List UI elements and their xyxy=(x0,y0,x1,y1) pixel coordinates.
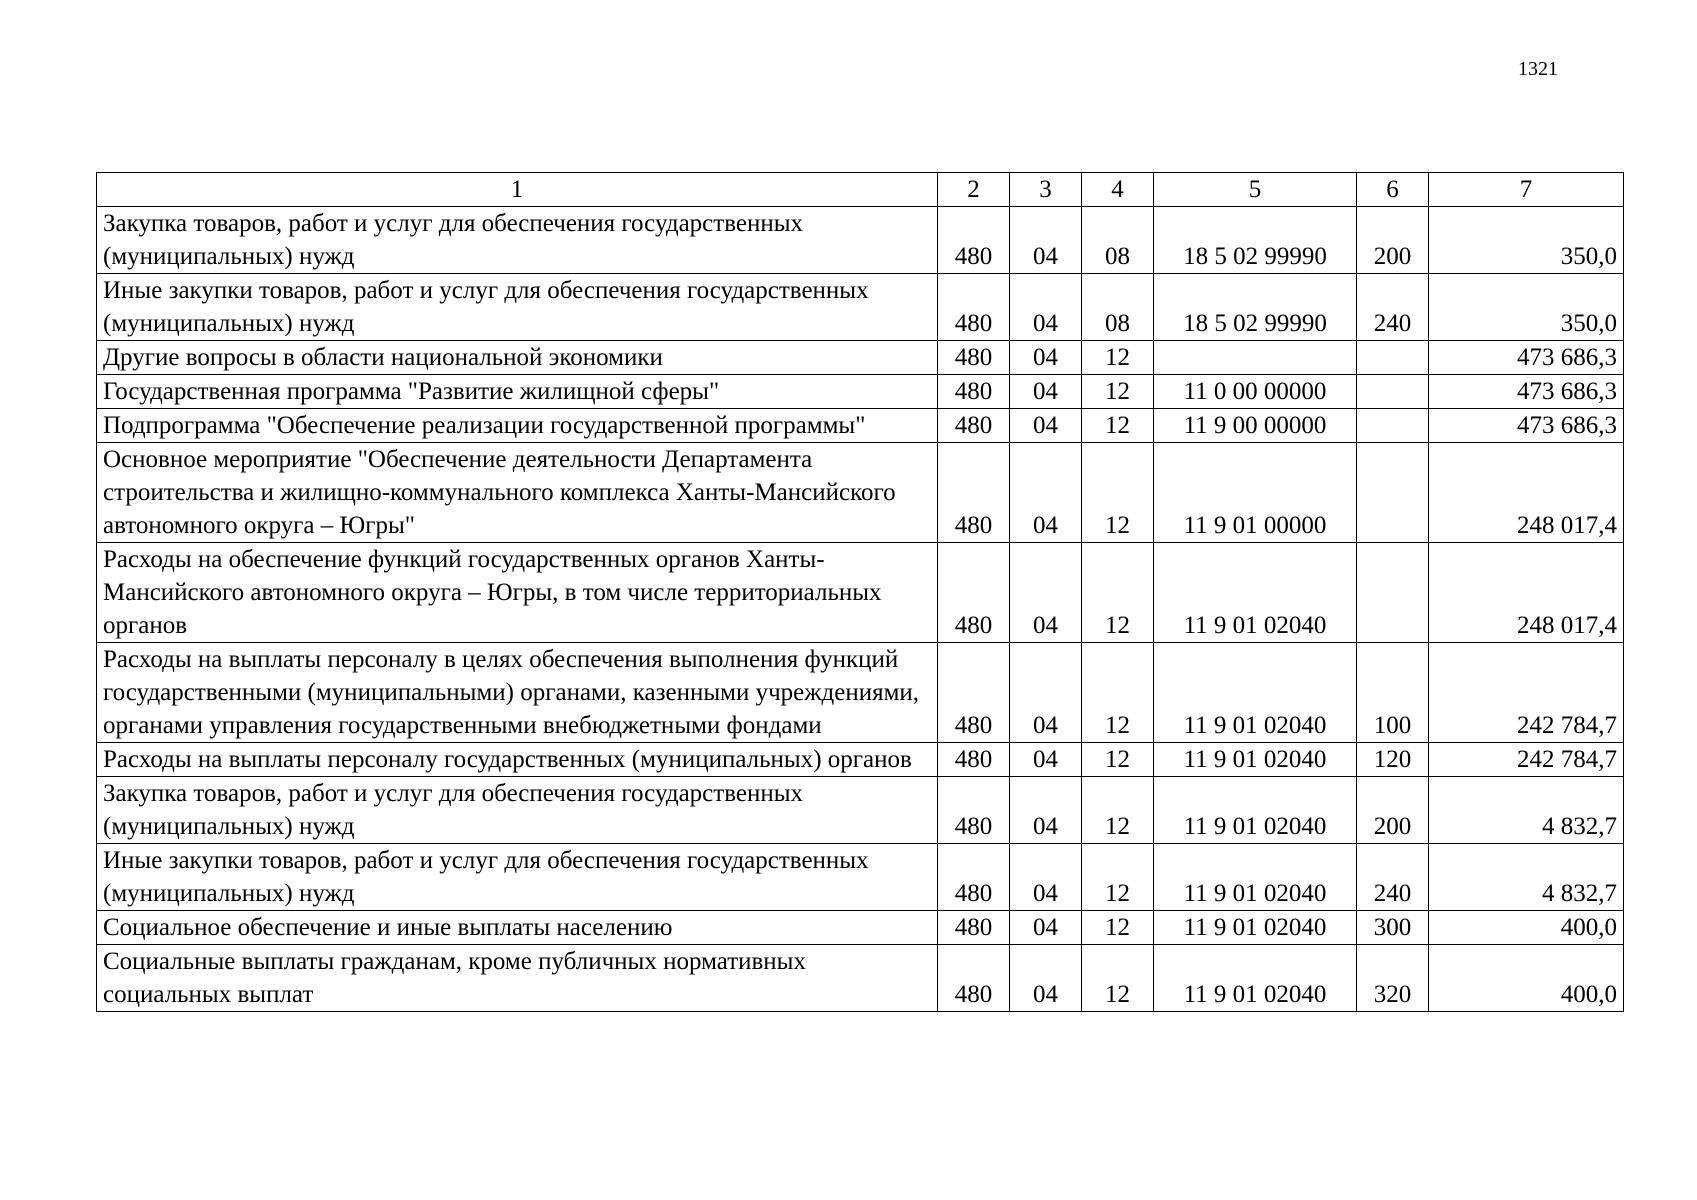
row-admin-code-cell: 480 xyxy=(938,274,1010,341)
column-header: 2 xyxy=(938,173,1010,207)
row-target-article-cell xyxy=(1154,341,1357,375)
row-name-cell: Расходы на обеспечение функций государственных органов Ханты-Мансийского автономного округа – Югры, в том числе территориальных органов xyxy=(97,543,938,643)
row-admin-code-cell: 480 xyxy=(938,643,1010,743)
budget-table xyxy=(96,172,1624,1012)
row-section-cell: 04 xyxy=(1010,777,1082,844)
row-target-article-cell: 11 9 01 02040 xyxy=(1154,844,1357,911)
row-section-cell: 04 xyxy=(1010,207,1082,274)
row-amount-cell: 350,0 xyxy=(1429,207,1624,274)
row-section-cell: 04 xyxy=(1010,443,1082,543)
table-row xyxy=(97,643,1624,743)
row-admin-code-cell: 480 xyxy=(938,543,1010,643)
row-amount-cell: 473 686,3 xyxy=(1429,409,1624,443)
row-expense-type-cell xyxy=(1357,409,1429,443)
row-subsection-cell: 12 xyxy=(1082,844,1154,911)
row-section-cell: 04 xyxy=(1010,375,1082,409)
row-expense-type-cell: 100 xyxy=(1357,643,1429,743)
row-expense-type-cell xyxy=(1357,375,1429,409)
table-row xyxy=(97,375,1624,409)
column-header: 6 xyxy=(1357,173,1429,207)
row-admin-code-cell: 480 xyxy=(938,743,1010,777)
page-number: 1321 xyxy=(1518,58,1558,80)
row-section-cell: 04 xyxy=(1010,543,1082,643)
row-expense-type-cell xyxy=(1357,543,1429,643)
row-expense-type-cell: 200 xyxy=(1357,207,1429,274)
row-name-cell: Государственная программа "Развитие жилищной сферы" xyxy=(97,375,938,409)
column-header: 3 xyxy=(1010,173,1082,207)
row-name-cell: Иные закупки товаров, работ и услуг для обеспечения государственных (муниципальных) нужд xyxy=(97,844,938,911)
row-target-article-cell: 18 5 02 99990 xyxy=(1154,207,1357,274)
row-section-cell: 04 xyxy=(1010,911,1082,945)
row-subsection-cell: 12 xyxy=(1082,911,1154,945)
row-target-article-cell: 11 9 01 02040 xyxy=(1154,777,1357,844)
row-admin-code-cell: 480 xyxy=(938,341,1010,375)
column-header: 7 xyxy=(1429,173,1624,207)
row-amount-cell: 4 832,7 xyxy=(1429,844,1624,911)
row-expense-type-cell: 200 xyxy=(1357,777,1429,844)
row-expense-type-cell: 240 xyxy=(1357,844,1429,911)
row-section-cell: 04 xyxy=(1010,643,1082,743)
row-subsection-cell: 12 xyxy=(1082,643,1154,743)
row-admin-code-cell: 480 xyxy=(938,375,1010,409)
row-name-cell: Основное мероприятие "Обеспечение деятельности Департамента строительства и жилищно-коммунального комплекса Ханты-Мансийского автономного округа – Югры" xyxy=(97,443,938,543)
row-amount-cell: 473 686,3 xyxy=(1429,375,1624,409)
row-subsection-cell: 12 xyxy=(1082,341,1154,375)
row-expense-type-cell: 240 xyxy=(1357,274,1429,341)
row-admin-code-cell: 480 xyxy=(938,207,1010,274)
row-expense-type-cell xyxy=(1357,443,1429,543)
row-name-cell: Расходы на выплаты персоналу в целях обеспечения выполнения функций государственными (муниципальными) органами, казенными учреждениями, органами управления государственными внебюджетными фондами xyxy=(97,643,938,743)
row-target-article-cell: 11 9 01 02040 xyxy=(1154,643,1357,743)
row-section-cell: 04 xyxy=(1010,743,1082,777)
row-amount-cell: 242 784,7 xyxy=(1429,643,1624,743)
row-expense-type-cell: 120 xyxy=(1357,743,1429,777)
row-admin-code-cell: 480 xyxy=(938,409,1010,443)
row-target-article-cell: 18 5 02 99990 xyxy=(1154,274,1357,341)
row-subsection-cell: 08 xyxy=(1082,207,1154,274)
row-target-article-cell: 11 9 01 02040 xyxy=(1154,945,1357,1012)
table-row xyxy=(97,443,1624,543)
column-header: 4 xyxy=(1082,173,1154,207)
table-row xyxy=(97,844,1624,911)
row-expense-type-cell: 300 xyxy=(1357,911,1429,945)
row-subsection-cell: 12 xyxy=(1082,409,1154,443)
row-target-article-cell: 11 0 00 00000 xyxy=(1154,375,1357,409)
column-header: 1 xyxy=(97,173,938,207)
row-amount-cell: 242 784,7 xyxy=(1429,743,1624,777)
table-row xyxy=(97,945,1624,1012)
row-name-cell: Закупка товаров, работ и услуг для обеспечения государственных (муниципальных) нужд xyxy=(97,207,938,274)
row-subsection-cell: 12 xyxy=(1082,375,1154,409)
row-name-cell: Подпрограмма "Обеспечение реализации государственной программы" xyxy=(97,409,938,443)
row-amount-cell: 248 017,4 xyxy=(1429,543,1624,643)
row-target-article-cell: 11 9 01 02040 xyxy=(1154,543,1357,643)
row-admin-code-cell: 480 xyxy=(938,443,1010,543)
table-row xyxy=(97,777,1624,844)
row-admin-code-cell: 480 xyxy=(938,844,1010,911)
row-subsection-cell: 12 xyxy=(1082,443,1154,543)
row-subsection-cell: 08 xyxy=(1082,274,1154,341)
row-amount-cell: 4 832,7 xyxy=(1429,777,1624,844)
row-target-article-cell: 11 9 01 00000 xyxy=(1154,443,1357,543)
row-expense-type-cell: 320 xyxy=(1357,945,1429,1012)
table-row xyxy=(97,409,1624,443)
table-row xyxy=(97,543,1624,643)
row-section-cell: 04 xyxy=(1010,341,1082,375)
row-admin-code-cell: 480 xyxy=(938,911,1010,945)
table-row xyxy=(97,207,1624,274)
table-row xyxy=(97,911,1624,945)
row-amount-cell: 248 017,4 xyxy=(1429,443,1624,543)
row-amount-cell: 400,0 xyxy=(1429,911,1624,945)
row-name-cell: Другие вопросы в области национальной экономики xyxy=(97,341,938,375)
row-target-article-cell: 11 9 01 02040 xyxy=(1154,743,1357,777)
row-name-cell: Иные закупки товаров, работ и услуг для обеспечения государственных (муниципальных) нужд xyxy=(97,274,938,341)
row-amount-cell: 350,0 xyxy=(1429,274,1624,341)
row-subsection-cell: 12 xyxy=(1082,945,1154,1012)
table-row xyxy=(97,274,1624,341)
row-target-article-cell: 11 9 01 02040 xyxy=(1154,911,1357,945)
table-header-row xyxy=(97,173,1624,207)
row-amount-cell: 400,0 xyxy=(1429,945,1624,1012)
table-row xyxy=(97,743,1624,777)
row-section-cell: 04 xyxy=(1010,409,1082,443)
row-expense-type-cell xyxy=(1357,341,1429,375)
row-admin-code-cell: 480 xyxy=(938,945,1010,1012)
row-name-cell: Расходы на выплаты персоналу государственных (муниципальных) органов xyxy=(97,743,938,777)
row-target-article-cell: 11 9 00 00000 xyxy=(1154,409,1357,443)
row-amount-cell: 473 686,3 xyxy=(1429,341,1624,375)
row-name-cell: Социальные выплаты гражданам, кроме публичных нормативных социальных выплат xyxy=(97,945,938,1012)
row-section-cell: 04 xyxy=(1010,274,1082,341)
row-name-cell: Закупка товаров, работ и услуг для обеспечения государственных (муниципальных) нужд xyxy=(97,777,938,844)
row-section-cell: 04 xyxy=(1010,945,1082,1012)
column-header: 5 xyxy=(1154,173,1357,207)
row-subsection-cell: 12 xyxy=(1082,543,1154,643)
row-name-cell: Социальное обеспечение и иные выплаты населению xyxy=(97,911,938,945)
table-row xyxy=(97,341,1624,375)
row-subsection-cell: 12 xyxy=(1082,743,1154,777)
row-subsection-cell: 12 xyxy=(1082,777,1154,844)
row-section-cell: 04 xyxy=(1010,844,1082,911)
row-admin-code-cell: 480 xyxy=(938,777,1010,844)
